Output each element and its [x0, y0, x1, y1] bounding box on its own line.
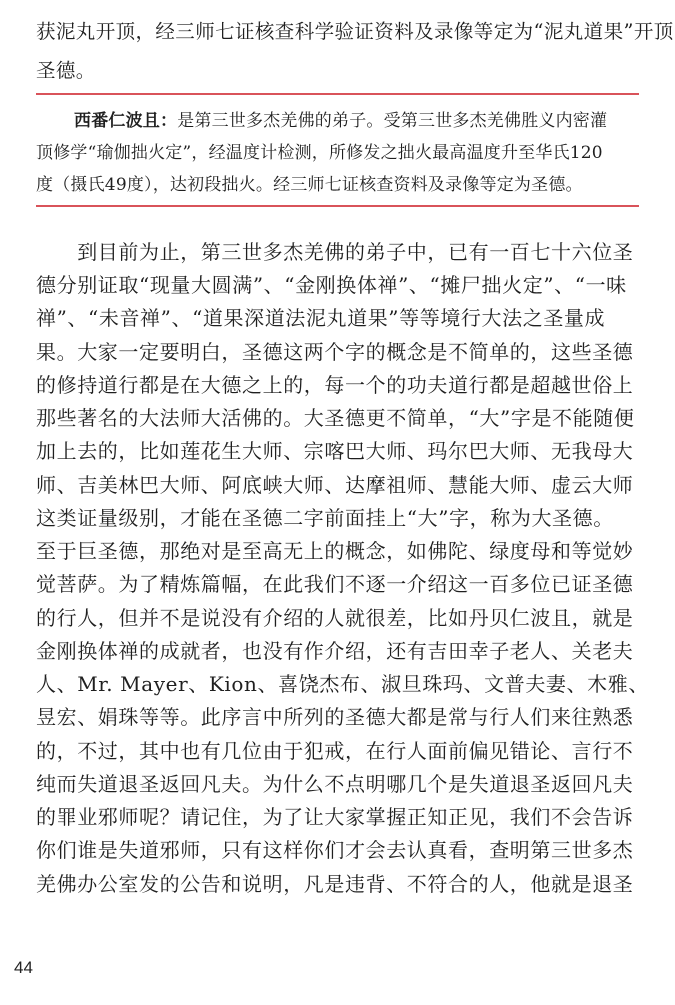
- text-line: 昱宏、娟珠等等。此序言中所列的圣德大都是常与行人们来往熟悉: [36, 705, 634, 729]
- divider-rule: [36, 93, 639, 95]
- text-segment: 是第三世多杰羌佛的弟子。受第三世多杰羌佛胜义内密灌: [177, 111, 608, 131]
- text-line: 的行人，但并不是说没有介绍的人就很差，比如丹贝仁波且，就是: [36, 606, 634, 630]
- text-line: 度（摄氏49度），达初段拙火。经三师七证核查资料及录像等定为圣德。: [36, 175, 583, 195]
- text-line: 人、Mr. Mayer、Kion、喜饶杰布、淑旦珠玛、文普夫妻、木雅、: [36, 672, 649, 696]
- text-line: 顶修学“瑜伽拙火定”，经温度计检测，所修发之拙火最高温度升至华氏120: [36, 143, 603, 163]
- text-line: 的罪业邪师呢？请记住，为了让大家掌握正知正见，我们不会告诉: [36, 805, 634, 829]
- person-name: 西番仁波且：: [74, 111, 178, 131]
- text-line: 的，不过，其中也有几位由于犯戒，在行人面前偏见错论、言行不: [36, 739, 634, 763]
- text-line: 果。大家一定要明白，圣德这两个字的概念是不简单的，这些圣德: [36, 340, 634, 364]
- text-line: 羌佛办公室发的公告和说明，凡是违背、不符合的人，他就是退圣: [36, 872, 634, 896]
- text-line: 德分别证取“现量大圆满”、“金刚换体禅”、“摊尸拙火定”、“一味: [36, 273, 627, 297]
- text-line: 觉菩萨。为了精炼篇幅，在此我们不逐一介绍这一百多位已证圣德: [36, 572, 634, 596]
- text-line: 获泥丸开顶，经三师七证核查科学验证资料及录像等定为“泥丸道果”开顶: [36, 20, 674, 43]
- text-line: [74, 106, 607, 131]
- text-line: 那些著名的大法师大活佛的。大圣德更不简单，“大”字是不能随便: [36, 406, 635, 430]
- text-line: 这类证量级别，才能在圣德二字前面挂上“大”字，称为大圣德。: [36, 506, 614, 530]
- text-line: 纯而失道退圣返回凡夫。为什么不点明哪几个是失道退圣返回凡夫: [36, 772, 634, 796]
- text-line: 加上去的，比如莲花生大师、宗喀巴大师、玛尔巴大师、无我母大: [36, 439, 634, 463]
- text-line: 你们谁是失道邪师，只有这样你们才会去认真看，查明第三世多杰: [36, 838, 634, 862]
- divider-rule: [36, 205, 639, 207]
- text-line: 圣德。: [36, 59, 96, 82]
- text-line: 到目前为止，第三世多杰羌佛的弟子中，已有一百七十六位圣: [36, 240, 634, 264]
- text-line: 金刚换体禅的成就者，也没有作介绍，还有吉田幸子老人、关老夫: [36, 639, 634, 663]
- page-number: 44: [14, 958, 33, 977]
- text-line: 的修持道行都是在大德之上的，每一个的功夫道行都是超越世俗上: [36, 373, 634, 397]
- text-line: 禅”、“未音禅”、“道果深道法泥丸道果”等等境行大法之圣量成: [36, 306, 606, 330]
- text-line: 至于巨圣德，那绝对是至高无上的概念，如佛陀、绿度母和等觉妙: [36, 539, 634, 563]
- text-line: 师、吉美林巴大师、阿底峡大师、达摩祖师、慧能大师、虚云大师: [36, 473, 634, 497]
